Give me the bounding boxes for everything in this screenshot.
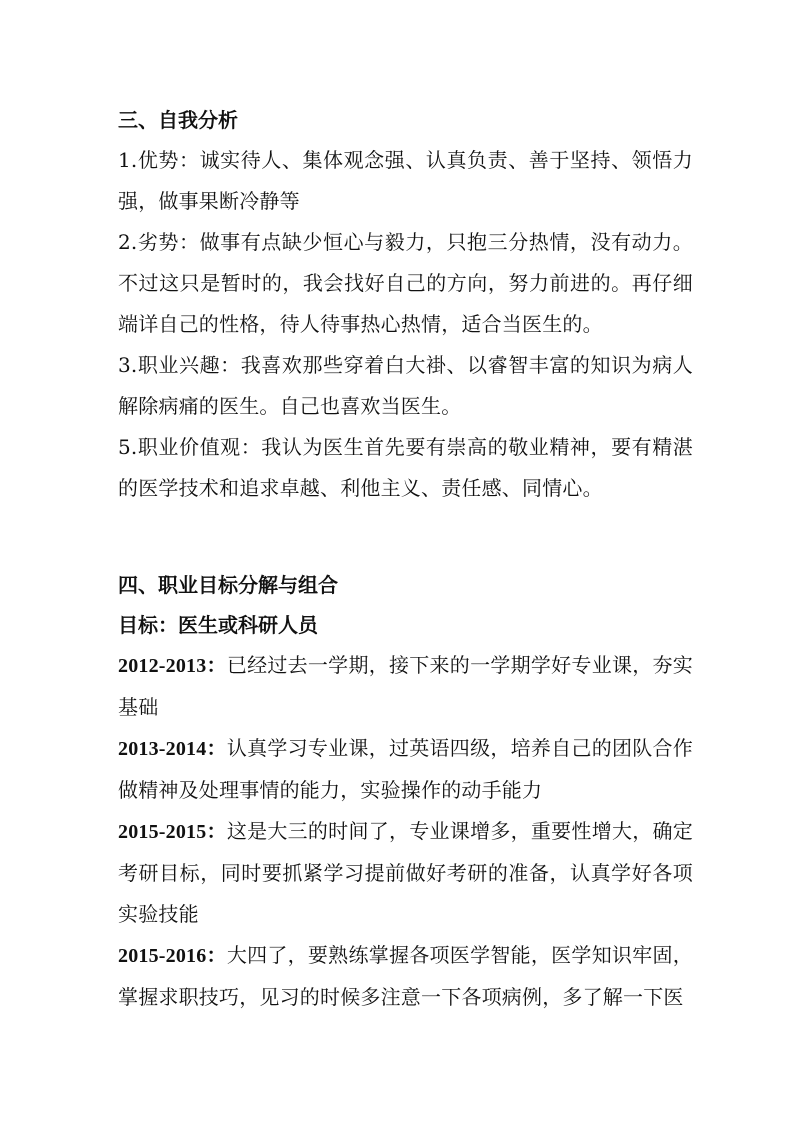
strengths-paragraph: 1.优势：诚实待人、集体观念强、认真负责、善于坚持、领悟力强，做事果断冷静等 bbox=[118, 148, 693, 213]
section-spacer bbox=[118, 509, 693, 565]
plan-period: 2012-2013： bbox=[118, 655, 227, 677]
plan-period: 2013-2014： bbox=[118, 738, 227, 760]
weaknesses-paragraph: 2.劣势：做事有点缺少恒心与毅力，只抱三分热情，没有动力。不过这只是暂时的，我会找好自己的方向，努力前进的。再仔细端详自己的性格，待人待事热心热情，适合当医生的。 bbox=[118, 230, 693, 336]
plan-paragraph bbox=[118, 728, 693, 811]
career-interest-paragraph: 3.职业兴趣：我喜欢那些穿着白大褂、以睿智丰富的知识为病人解除病痛的医生。自己也喜欢当医生。 bbox=[118, 353, 693, 418]
goal-line: 目标：医生或科研人员 bbox=[118, 613, 318, 637]
plan-paragraph bbox=[118, 811, 693, 935]
section-heading-self-analysis: 三、自我分析 bbox=[118, 108, 238, 132]
plan-text: 认真学习专业课，过英语四级，培养自己的团队合作做精神及处理事情的能力，实验操作的动手能力 bbox=[118, 736, 693, 802]
plan-paragraph bbox=[118, 935, 693, 1018]
plan-period: 2015-2016： bbox=[118, 945, 227, 967]
plan-period: 2015-2015： bbox=[118, 821, 227, 843]
plan-text: 这是大三的时间了，专业课增多，重要性增大，确定考研目标，同时要抓紧学习提前做好考研的准备，认真学好各项实验技能 bbox=[118, 819, 693, 926]
section-heading-career-goals: 四、职业目标分解与组合 bbox=[118, 573, 338, 597]
plan-text: 已经过去一学期，接下来的一学期学好专业课，夯实基础 bbox=[118, 653, 693, 719]
plan-paragraph bbox=[118, 645, 693, 728]
document-page bbox=[118, 100, 693, 1018]
plan-text: 大四了，要熟练掌握各项医学智能，医学知识牢固，掌握求职技巧，见习的时候多注意一下各项病例，多了解一下医 bbox=[118, 943, 693, 1009]
career-values-paragraph: 5.职业价值观：我认为医生首先要有崇高的敬业精神，要有精湛的医学技术和追求卓越、利他主义、责任感、同情心。 bbox=[118, 435, 693, 500]
